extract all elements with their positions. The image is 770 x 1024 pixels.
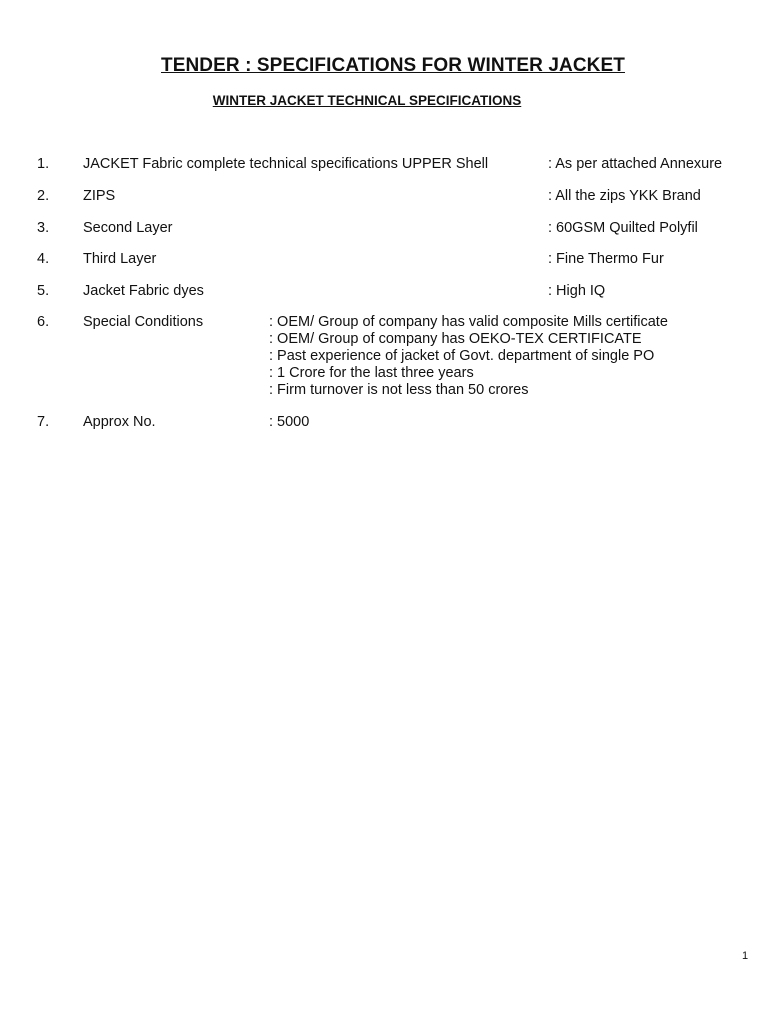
spec-number: 4. <box>37 251 50 267</box>
spec-label: Special Conditions <box>83 314 204 330</box>
condition-line: : OEM/ Group of company has OEKO-TEX CERTIFICATE <box>269 331 642 347</box>
document-title: TENDER : SPECIFICATIONS FOR WINTER JACKET <box>161 55 625 76</box>
spec-value: : As per attached Annexure <box>548 156 723 172</box>
approx-value: : 5000 <box>269 414 310 430</box>
spec-number: 7. <box>37 414 50 430</box>
spec-label: ZIPS <box>83 188 116 204</box>
spec-number: 1. <box>37 156 50 172</box>
spec-number: 5. <box>37 283 50 299</box>
spec-number: 6. <box>37 314 50 330</box>
spec-label: Second Layer <box>83 220 173 236</box>
condition-line: : Firm turnover is not less than 50 crores <box>269 382 529 398</box>
document-subtitle: WINTER JACKET TECHNICAL SPECIFICATIONS <box>212 93 522 108</box>
spec-value: : Fine Thermo Fur <box>548 251 664 267</box>
spec-value: : All the zips YKK Brand <box>548 188 701 204</box>
spec-value: : High IQ <box>548 283 606 299</box>
condition-line: : OEM/ Group of company has valid composite Mills certificate <box>269 314 668 330</box>
spec-number: 3. <box>37 220 50 236</box>
spec-label: Third Layer <box>83 251 157 267</box>
page-number: 1 <box>742 950 749 962</box>
condition-line: : Past experience of jacket of Govt. department of single PO <box>269 348 655 364</box>
spec-value: : 60GSM Quilted Polyfil <box>548 220 698 236</box>
condition-line: : 1 Crore for the last three years <box>269 365 474 381</box>
spec-number: 2. <box>37 188 50 204</box>
spec-label: Approx No. <box>83 414 156 430</box>
special-conditions-list <box>269 314 668 399</box>
spec-label: JACKET Fabric complete technical specifications UPPER Shell <box>83 156 489 172</box>
spec-label: Jacket Fabric dyes <box>83 283 204 299</box>
